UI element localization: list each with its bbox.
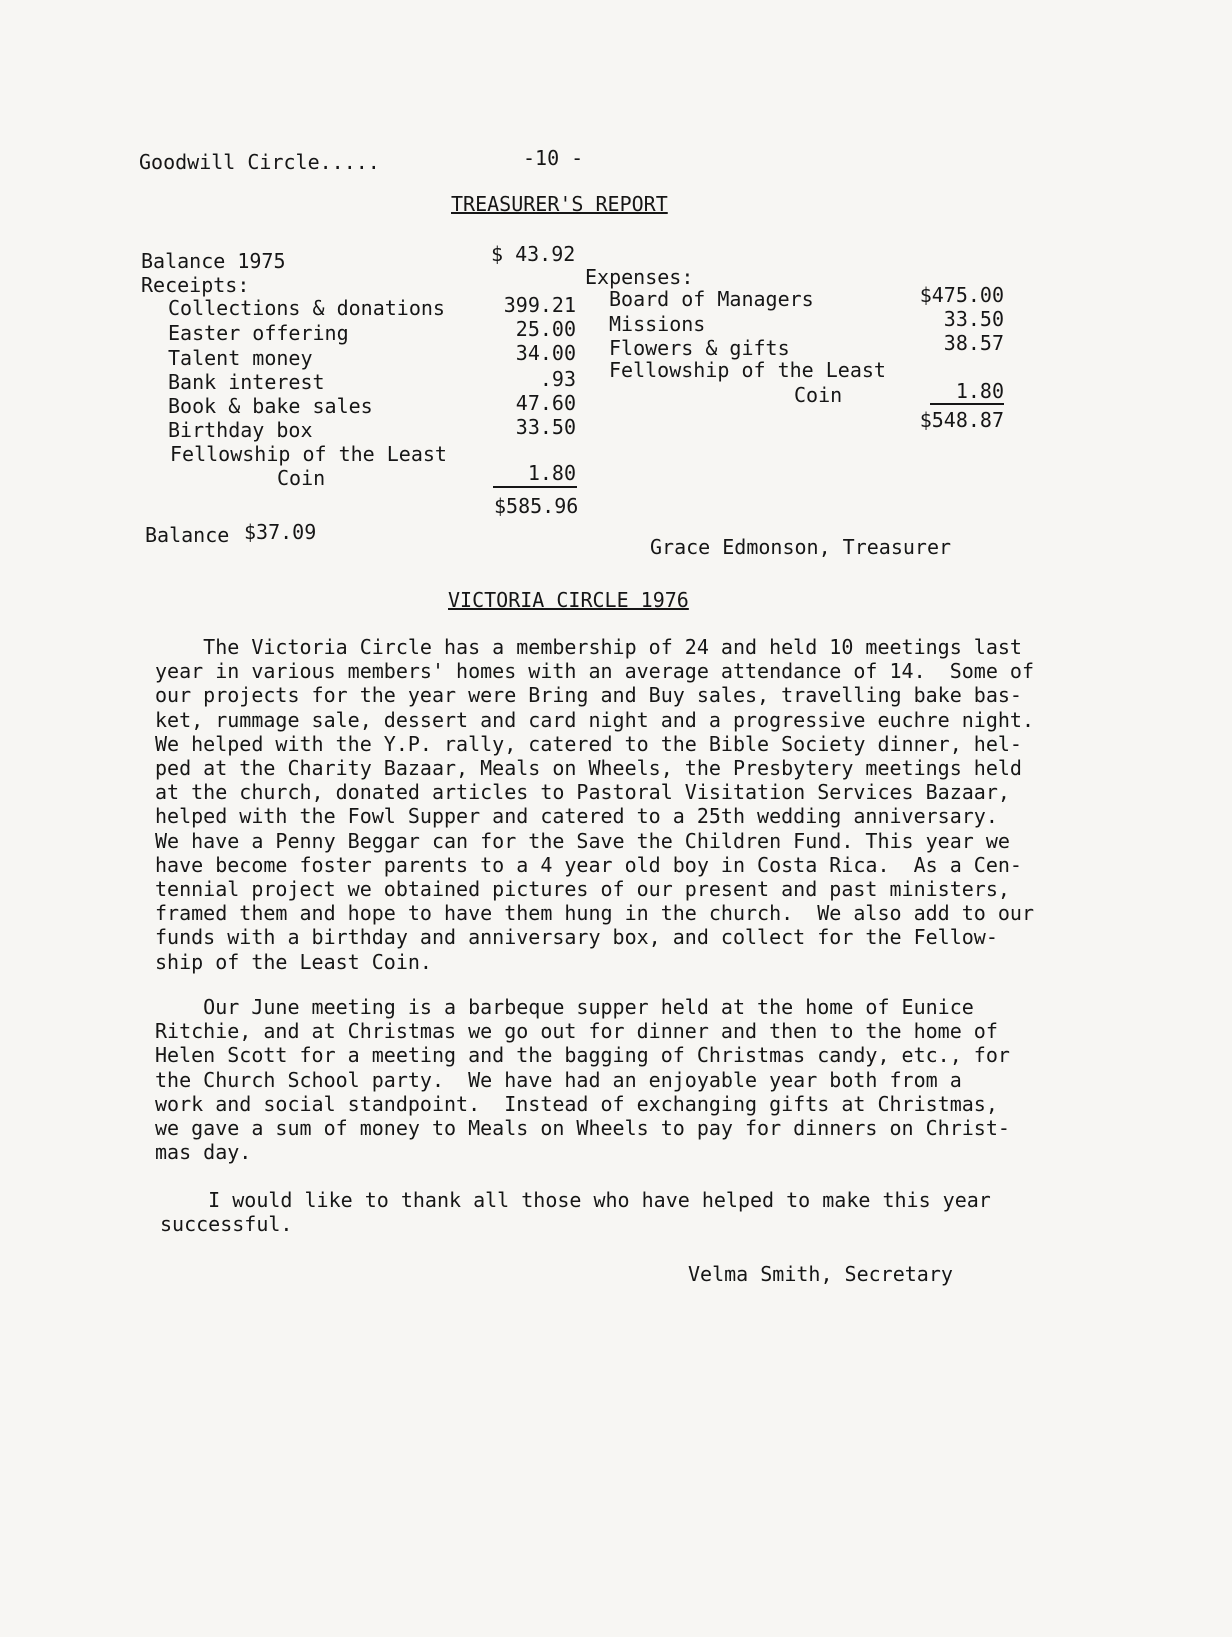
paragraph-line: tennial project we obtained pictures of our present and past ministers,: [155, 877, 1010, 902]
expense-label: Coin: [794, 383, 843, 407]
receipt-label: Fellowship of the Least: [170, 442, 447, 466]
receipt-amount: 1.80: [527, 461, 576, 485]
receipts-label: Receipts:: [141, 273, 250, 297]
victoria-circle-title: VICTORIA CIRCLE 1976: [448, 588, 689, 612]
paragraph-line: ped at the Charity Bazaar, Meals on Wheels, the Presbytery meetings held: [155, 756, 1022, 781]
closing-balance-label: Balance: [145, 523, 230, 547]
paragraph-line: I would like to thank all those who have helped to make this year: [160, 1188, 991, 1212]
paragraph-line: Our June meeting is a barbeque supper held at the home of Eunice: [155, 995, 974, 1019]
paragraph-line: framed them and hope to have them hung in the church. We also add to our: [155, 901, 1034, 926]
paragraph-line: Ritchie, and at Christmas we go out for dinner and then to the home of: [155, 1019, 998, 1044]
paragraph-line: year in various members' homes with an average attendance of 14. Some of: [155, 659, 1034, 684]
expenses-total: $548.87: [919, 408, 1004, 432]
paragraph-line: have become foster parents to a 4 year old boy in Costa Rica. As a Cen-: [155, 852, 1022, 877]
secretary-signature: Velma Smith, Secretary: [688, 1262, 953, 1286]
victoria-paragraph-1: [155, 635, 1055, 974]
paragraph-line: Helen Scott for a meeting and the bagging of Christmas candy, etc., for: [155, 1043, 1010, 1068]
paragraph-line: We helped with the Y.P. rally, catered to the Bible Society dinner, hel-: [155, 731, 1022, 756]
receipts-total: $585.96: [494, 494, 579, 518]
victoria-paragraph-3: [160, 1188, 1060, 1236]
receipt-amount: 25.00: [515, 317, 576, 341]
paragraph-line: funds with a birthday and anniversary box, and collect for the Fellow-: [155, 925, 998, 950]
receipt-amount: .93: [539, 367, 576, 391]
balance-amount: $ 43.92: [491, 242, 576, 266]
receipt-label: Coin: [277, 466, 326, 490]
receipt-amount: 33.50: [515, 415, 576, 439]
balance-label: Balance 1975: [141, 249, 286, 273]
receipt-label: Birthday box: [168, 418, 313, 442]
paragraph-line: we gave a sum of money to Meals on Wheels to pay for dinners on Christ-: [155, 1116, 1010, 1141]
expense-label: Fellowship of the Least: [609, 358, 886, 382]
paragraph-line: the Church School party. We have had an enjoyable year both from a: [155, 1067, 962, 1092]
paragraph-line: The Victoria Circle has a membership of 24 and held 10 meetings last: [155, 635, 1022, 659]
receipts-total-rule: [493, 486, 577, 488]
treasurer-report-title: TREASURER'S REPORT: [451, 192, 668, 216]
paragraph-line: helped with the Fowl Supper and catered to a 25th wedding anniversary.: [155, 804, 998, 829]
paragraph-line: work and social standpoint. Instead of exchanging gifts at Christmas,: [155, 1091, 998, 1116]
expenses-total-rule: [930, 403, 1004, 405]
expense-label: Flowers & gifts: [609, 336, 790, 360]
closing-balance-amount: $37.09: [244, 520, 317, 544]
expense-label: Board of Managers: [609, 287, 814, 311]
receipt-label: Easter offering: [168, 321, 349, 345]
paragraph-line: ket, rummage sale, dessert and card night and a progressive euchre night.: [155, 707, 1034, 732]
paragraph-line: ship of the Least Coin.: [155, 949, 432, 974]
paragraph-line: mas day.: [155, 1140, 252, 1165]
receipt-amount: 399.21: [503, 293, 576, 317]
paragraph-line: our projects for the year were Bring and Buy sales, travelling bake bas-: [155, 683, 1022, 708]
paragraph-line: successful.: [160, 1212, 293, 1237]
expense-amount: $475.00: [919, 283, 1004, 307]
expenses-label: Expenses:: [585, 265, 694, 289]
paragraph-line: at the church, donated articles to Pastoral Visitation Services Bazaar,: [155, 780, 1010, 805]
receipt-label: Collections & donations: [168, 296, 445, 320]
receipt-amount: 47.60: [515, 391, 576, 415]
receipt-amount: 34.00: [515, 341, 576, 365]
expense-label: Missions: [609, 312, 706, 336]
receipt-label: Book & bake sales: [168, 394, 373, 418]
victoria-paragraph-2: [155, 995, 1055, 1164]
expense-amount: 1.80: [955, 379, 1004, 403]
treasurer-signature: Grace Edmonson, Treasurer: [650, 535, 952, 559]
circle-label: Goodwill Circle.....: [139, 150, 380, 174]
paragraph-line: We have a Penny Beggar can for the Save the Children Fund. This year we: [155, 828, 1010, 853]
receipt-label: Bank interest: [168, 370, 325, 394]
page-number: -10 -: [523, 146, 584, 170]
receipt-label: Talent money: [168, 346, 313, 370]
expense-amount: 38.57: [943, 331, 1004, 355]
expense-amount: 33.50: [943, 307, 1004, 331]
